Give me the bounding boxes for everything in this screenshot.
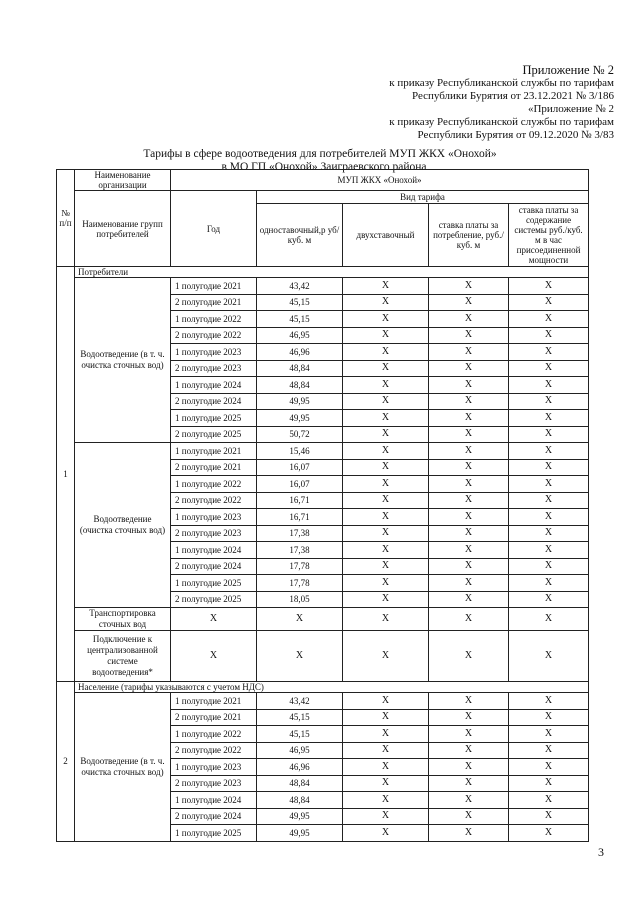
period-cell: 1 полугодие 2025 — [171, 575, 257, 592]
tariff-table — [56, 169, 589, 842]
x-mark-cell: X — [509, 344, 589, 361]
appendix-header — [389, 64, 614, 142]
appendix-line: «Приложение № 2 — [527, 103, 614, 115]
x-mark-cell: X — [257, 608, 343, 631]
x-mark-cell: X — [429, 792, 509, 809]
tariff-value: 49,95 — [257, 410, 343, 427]
row-number: 1 — [57, 267, 75, 682]
x-mark-cell: X — [343, 693, 429, 710]
x-mark-cell: X — [343, 476, 429, 493]
x-mark-cell: X — [343, 311, 429, 328]
tariff-value: 18,05 — [257, 591, 343, 608]
header-two-part: двухставочный — [343, 204, 429, 267]
page-number: 3 — [598, 845, 604, 859]
x-mark-cell: X — [509, 443, 589, 460]
x-mark-cell: X — [343, 591, 429, 608]
title-line: Тарифы в сфере водоотведения для потребителей МУП ЖКХ «Онохой» — [143, 148, 497, 160]
x-mark-cell: X — [257, 631, 343, 682]
x-mark-cell: X — [343, 742, 429, 759]
period-cell: 2 полугодие 2023 — [171, 360, 257, 377]
x-mark-cell: X — [509, 591, 589, 608]
x-mark-cell: X — [429, 608, 509, 631]
x-mark-cell: X — [429, 426, 509, 443]
x-mark-cell: X — [509, 476, 589, 493]
x-mark-cell: X — [429, 542, 509, 559]
tariff-value: 48,84 — [257, 775, 343, 792]
header-consumption: ставка платы за потребление, руб./ куб. м — [429, 204, 509, 267]
period-cell: 2 полугодие 2022 — [171, 742, 257, 759]
x-mark-cell: X — [343, 825, 429, 842]
tariff-value: 46,96 — [257, 759, 343, 776]
period-cell: 2 полугодие 2022 — [171, 492, 257, 509]
x-mark-cell: X — [509, 825, 589, 842]
x-mark-cell: X — [429, 294, 509, 311]
transport-label: Транспортировка сточных вод — [75, 608, 171, 631]
tariff-value: 48,84 — [257, 360, 343, 377]
x-mark-cell: X — [429, 410, 509, 427]
x-mark-cell: X — [171, 608, 257, 631]
tariff-value: 49,95 — [257, 808, 343, 825]
x-mark-cell: X — [429, 278, 509, 295]
tariff-value: 48,84 — [257, 792, 343, 809]
tariff-value: 16,71 — [257, 509, 343, 526]
period-cell: 2 полугодие 2022 — [171, 327, 257, 344]
header-group: Наименование групп потребителей — [75, 191, 171, 267]
tariff-value: 16,71 — [257, 492, 343, 509]
period-cell: 1 полугодие 2021 — [171, 443, 257, 460]
x-mark-cell: X — [343, 792, 429, 809]
x-mark-cell: X — [343, 509, 429, 526]
period-cell: 1 полугодие 2022 — [171, 311, 257, 328]
x-mark-cell: X — [509, 377, 589, 394]
tariff-value: 43,42 — [257, 278, 343, 295]
x-mark-cell: X — [509, 693, 589, 710]
header-org: Наименование организации — [75, 170, 171, 191]
x-mark-cell: X — [509, 410, 589, 427]
x-mark-cell: X — [429, 443, 509, 460]
x-mark-cell: X — [509, 542, 589, 559]
tariff-value: 46,95 — [257, 327, 343, 344]
tariff-value: 46,96 — [257, 344, 343, 361]
tariff-value: 45,15 — [257, 294, 343, 311]
x-mark-cell: X — [429, 492, 509, 509]
x-mark-cell: X — [343, 278, 429, 295]
period-cell: 1 полугодие 2023 — [171, 344, 257, 361]
x-mark-cell: X — [429, 558, 509, 575]
period-cell: 1 полугодие 2021 — [171, 693, 257, 710]
tariff-value: 49,95 — [257, 825, 343, 842]
x-mark-cell: X — [509, 426, 589, 443]
x-mark-cell: X — [343, 709, 429, 726]
period-cell: 1 полугодие 2024 — [171, 542, 257, 559]
x-mark-cell: X — [429, 709, 509, 726]
x-mark-cell: X — [343, 410, 429, 427]
x-mark-cell: X — [429, 742, 509, 759]
x-mark-cell: X — [343, 631, 429, 682]
x-mark-cell: X — [343, 377, 429, 394]
header-num: № п/п — [57, 170, 75, 267]
period-cell: 2 полугодие 2023 — [171, 775, 257, 792]
x-mark-cell: X — [509, 808, 589, 825]
x-mark-cell: X — [429, 759, 509, 776]
x-mark-cell: X — [509, 575, 589, 592]
x-mark-cell: X — [343, 558, 429, 575]
period-cell: 2 полугодие 2021 — [171, 459, 257, 476]
tariff-value: 49,95 — [257, 393, 343, 410]
x-mark-cell: X — [343, 492, 429, 509]
title-line: в МО ГП «Онохой» Заиграевского района — [221, 161, 427, 173]
x-mark-cell: X — [509, 393, 589, 410]
x-mark-cell: X — [509, 775, 589, 792]
header-year: Год — [171, 191, 257, 267]
x-mark-cell: X — [429, 525, 509, 542]
x-mark-cell: X — [429, 509, 509, 526]
x-mark-cell: X — [509, 509, 589, 526]
section-label: Население (тарифы указываются с учетом НДС) — [75, 682, 589, 693]
tariff-value: 46,95 — [257, 742, 343, 759]
x-mark-cell: X — [429, 459, 509, 476]
period-cell: 1 полугодие 2021 — [171, 278, 257, 295]
x-mark-cell: X — [429, 377, 509, 394]
x-mark-cell: X — [343, 726, 429, 743]
x-mark-cell: X — [509, 294, 589, 311]
x-mark-cell: X — [509, 492, 589, 509]
x-mark-cell: X — [509, 792, 589, 809]
period-cell: 1 полугодие 2025 — [171, 825, 257, 842]
tariff-value: 17,38 — [257, 542, 343, 559]
tariff-value: 50,72 — [257, 426, 343, 443]
section-label: Потребители — [75, 267, 589, 278]
x-mark-cell: X — [429, 808, 509, 825]
header-maintenance: ставка платы за содержание системы руб./куб. м в час присоединенной мощности — [509, 204, 589, 267]
tariff-value: 15,46 — [257, 443, 343, 460]
period-cell: 1 полугодие 2023 — [171, 759, 257, 776]
period-cell: 2 полугодие 2024 — [171, 393, 257, 410]
x-mark-cell: X — [429, 825, 509, 842]
x-mark-cell: X — [509, 558, 589, 575]
x-mark-cell: X — [429, 311, 509, 328]
x-mark-cell: X — [429, 360, 509, 377]
period-cell: 2 полугодие 2024 — [171, 808, 257, 825]
x-mark-cell: X — [343, 525, 429, 542]
header-one-part: одноставочный,р уб/ куб. м — [257, 204, 343, 267]
period-cell: 1 полугодие 2024 — [171, 377, 257, 394]
x-mark-cell: X — [429, 393, 509, 410]
x-mark-cell: X — [343, 808, 429, 825]
connection-label: Подключение к централизованной системе водоотведения* — [75, 631, 171, 682]
tariff-value: 16,07 — [257, 476, 343, 493]
tariff-value: 45,15 — [257, 311, 343, 328]
period-cell: 2 полугодие 2025 — [171, 591, 257, 608]
x-mark-cell: X — [509, 742, 589, 759]
x-mark-cell: X — [343, 608, 429, 631]
x-mark-cell: X — [429, 631, 509, 682]
x-mark-cell: X — [343, 426, 429, 443]
x-mark-cell: X — [343, 294, 429, 311]
x-mark-cell: X — [343, 759, 429, 776]
period-cell: 1 полугодие 2024 — [171, 792, 257, 809]
appendix-line: Республики Бурятия от 23.12.2021 № 3/186 — [411, 90, 614, 102]
appendix-line: к приказу Республиканской службы по тарифам — [389, 116, 614, 128]
tariff-value: 45,15 — [257, 709, 343, 726]
appendix-line: Республики Бурятия от 09.12.2020 № 3/83 — [417, 129, 614, 141]
tariff-value: 48,84 — [257, 377, 343, 394]
x-mark-cell: X — [343, 360, 429, 377]
header-org-value: МУП ЖКХ «Онохой» — [171, 170, 589, 191]
appendix-title: Приложение № 2 — [522, 63, 614, 77]
period-cell: 2 полугодие 2021 — [171, 709, 257, 726]
consumer-group: Водоотведение (в т. ч. очистка сточных вод) — [75, 278, 171, 443]
x-mark-cell: X — [343, 575, 429, 592]
x-mark-cell: X — [343, 327, 429, 344]
period-cell: 2 полугодие 2025 — [171, 426, 257, 443]
period-cell: 1 полугодие 2025 — [171, 410, 257, 427]
x-mark-cell: X — [509, 726, 589, 743]
x-mark-cell: X — [509, 631, 589, 682]
x-mark-cell: X — [429, 575, 509, 592]
x-mark-cell: X — [509, 525, 589, 542]
x-mark-cell: X — [343, 393, 429, 410]
x-mark-cell: X — [343, 443, 429, 460]
period-cell: 1 полугодие 2022 — [171, 726, 257, 743]
period-cell: 2 полугодие 2023 — [171, 525, 257, 542]
consumer-group: Водоотведение (в т. ч. очистка сточных вод) — [75, 693, 171, 842]
period-cell: 2 полугодие 2024 — [171, 558, 257, 575]
x-mark-cell: X — [343, 459, 429, 476]
period-cell: 2 полугодие 2021 — [171, 294, 257, 311]
tariff-value: 17,78 — [257, 575, 343, 592]
x-mark-cell: X — [429, 327, 509, 344]
row-number: 2 — [57, 682, 75, 842]
x-mark-cell: X — [429, 726, 509, 743]
x-mark-cell: X — [509, 759, 589, 776]
consumer-group: Водоотведение (очистка сточных вод) — [75, 443, 171, 608]
x-mark-cell: X — [343, 344, 429, 361]
x-mark-cell: X — [429, 344, 509, 361]
x-mark-cell: X — [429, 693, 509, 710]
appendix-line: к приказу Республиканской службы по тарифам — [389, 77, 614, 89]
tariff-value: 45,15 — [257, 726, 343, 743]
tariff-value: 43,42 — [257, 693, 343, 710]
x-mark-cell: X — [171, 631, 257, 682]
tariff-value: 16,07 — [257, 459, 343, 476]
x-mark-cell: X — [343, 775, 429, 792]
tariff-value: 17,38 — [257, 525, 343, 542]
x-mark-cell: X — [429, 591, 509, 608]
x-mark-cell: X — [429, 476, 509, 493]
x-mark-cell: X — [509, 278, 589, 295]
x-mark-cell: X — [509, 709, 589, 726]
period-cell: 1 полугодие 2023 — [171, 509, 257, 526]
x-mark-cell: X — [509, 608, 589, 631]
x-mark-cell: X — [343, 542, 429, 559]
x-mark-cell: X — [429, 775, 509, 792]
x-mark-cell: X — [509, 360, 589, 377]
period-cell: 1 полугодие 2022 — [171, 476, 257, 493]
x-mark-cell: X — [509, 327, 589, 344]
header-tariff-type: Вид тарифа — [257, 191, 589, 204]
x-mark-cell: X — [509, 459, 589, 476]
tariff-value: 17,78 — [257, 558, 343, 575]
x-mark-cell: X — [509, 311, 589, 328]
